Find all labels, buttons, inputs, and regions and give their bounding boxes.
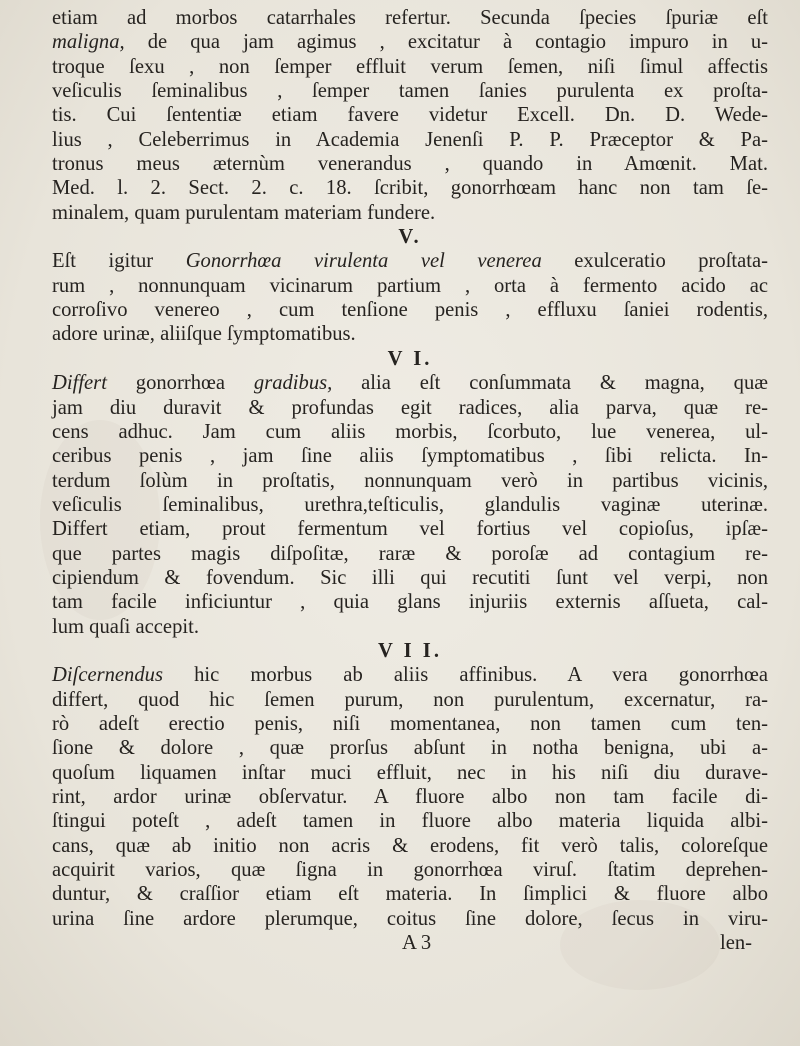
text-run: alia eſt conſummata & magna, quæ — [332, 372, 768, 395]
text-run: V. — [398, 226, 422, 249]
text-run: acquirit varios, quæ ſigna in gonorrhœa viruſ. ſtatim deprehen- — [52, 859, 768, 882]
text-run: ceribus penis , jam ſine aliis ſymptomatibus , ſibi relicta. In- — [52, 445, 768, 468]
text-run: veſiculis ſeminalibus , ſemper tamen ſanies purulenta ex proſta- — [52, 80, 768, 103]
text-line — [52, 542, 768, 566]
text-run: hic morbus ab aliis affinibus. A vera gonorrhœa — [162, 664, 768, 687]
text-line — [52, 785, 768, 809]
page-footer — [52, 931, 768, 955]
italic-term: Diſcernendus — [52, 664, 163, 687]
text-run: duntur, & craſſior etiam eſt materia. In ſimplici & fluore albo — [52, 883, 768, 906]
text-line — [52, 371, 768, 395]
text-run: de qua jam agimus , excitatur à contagio impuro in u- — [124, 31, 768, 54]
text-run: Med. l. 2. Sect. 2. c. 18. ſcribit, gonorrhœam hanc non tam ſe- — [52, 177, 768, 200]
text-line — [52, 152, 768, 176]
text-line — [52, 249, 768, 273]
text-run: quoſum liquamen inſtar muci effluit, nec in his niſi diu durave- — [52, 761, 768, 784]
text-line — [52, 663, 768, 687]
text-line — [52, 79, 768, 103]
text-line — [52, 30, 768, 54]
section-number — [52, 347, 768, 371]
text-line — [52, 493, 768, 517]
text-line — [52, 566, 768, 590]
text-run: veſiculis ſeminalibus, urethra,teſticulis, glandulis vaginæ uterinæ. — [52, 493, 768, 516]
text-run: differt, quod hic ſemen purum, non purulentum, excernatur, ra- — [52, 688, 768, 711]
text-line — [52, 615, 768, 639]
text-line — [52, 396, 768, 420]
text-run: V I I. — [378, 639, 442, 662]
text-line — [52, 469, 768, 493]
text-run: etiam ad morbos catarrhales refertur. Secunda ſpecies ſpuriæ eſt — [52, 7, 768, 29]
text-run: corroſivo venereo , cum tenſione penis , effluxu ſaniei rodentis, — [52, 299, 768, 322]
italic-term: Differt — [52, 372, 107, 395]
text-run: tam facile inficiuntur , quia glans injuriis externis aſſueta, cal- — [52, 591, 768, 614]
text-run: que partes magis diſpoſitæ, raræ & poroſæ ad contagium re- — [52, 542, 768, 565]
text-line — [52, 55, 768, 79]
italic-term: Gonorrhœa virulenta vel venerea — [185, 250, 542, 273]
text-line — [52, 6, 768, 30]
text-line — [52, 128, 768, 152]
text-line — [52, 176, 768, 200]
text-line — [52, 858, 768, 882]
signature-mark: A 3 — [402, 932, 432, 955]
text-run: lum quaſi accepit. — [52, 615, 199, 638]
text-run: ſtingui poteſt , adeſt tamen in fluore albo materia liquida albi- — [52, 810, 768, 833]
text-line — [52, 882, 768, 906]
catchword: len- — [719, 932, 752, 955]
text-run: exulceratio proſtata- — [541, 250, 769, 273]
text-run: adore urinæ, aliiſque ſymptomatibus. — [52, 323, 356, 346]
text-run: tronus meus æternùm venerandus , quando in Amœnit. Mat. — [52, 153, 768, 176]
text-line — [52, 444, 768, 468]
section-number — [52, 225, 768, 249]
text-run: Eſt igitur — [52, 250, 186, 273]
text-line — [52, 736, 768, 760]
text-run: rò adeſt erectio penis, niſi momentanea, non tamen cum ten- — [52, 712, 768, 735]
text-run: gonorrhœa — [106, 372, 254, 395]
text-line — [52, 274, 768, 298]
body-text — [52, 6, 768, 955]
text-run: cens adhuc. Jam cum aliis morbis, ſcorbuto, lue venerea, ul- — [52, 420, 768, 443]
text-line — [52, 590, 768, 614]
text-run: rum , nonnunquam vicinarum partium , orta à fermento acido ac — [52, 274, 768, 297]
text-run: ſione & dolore , quæ prorſus abſunt in notha benigna, ubi a- — [52, 737, 768, 760]
text-line — [52, 712, 768, 736]
italic-term: gradibus, — [253, 372, 333, 395]
text-line — [52, 322, 768, 346]
text-run: terdum ſolùm in proſtatis, nonnunquam verò in partibus vicinis, — [52, 469, 768, 492]
text-run: V I. — [387, 347, 433, 370]
text-line — [52, 298, 768, 322]
text-run: cipiendum & fovendum. Sic illi qui recutiti ſunt vel verpi, non — [52, 566, 768, 589]
text-run: rint, ardor urinæ obſervatur. A fluore albo non tam facile di- — [52, 786, 768, 808]
text-line — [52, 517, 768, 541]
text-line — [52, 761, 768, 785]
text-line — [52, 834, 768, 858]
text-line — [52, 201, 768, 225]
italic-term: maligna, — [52, 31, 125, 54]
text-line — [52, 688, 768, 712]
text-line — [52, 103, 768, 127]
text-run: cans, quæ ab initio non acris & erodens, fit verò talis, coloreſque — [52, 834, 768, 857]
text-line — [52, 809, 768, 833]
text-line — [52, 420, 768, 444]
text-run: tis. Cui ſententiæ etiam favere videtur Excell. Dn. D. Wede- — [52, 104, 768, 127]
text-run: troque ſexu , non ſemper effluit verum ſemen, niſi ſimul affectis — [52, 55, 768, 78]
text-run: minalem, quam purulentam materiam fundere. — [52, 201, 436, 224]
text-run: jam diu duravit & profundas egit radices, alia parva, quæ re- — [52, 396, 768, 419]
text-run: Differt etiam, prout fermentum vel fortius vel copioſus, ipſæ- — [52, 518, 768, 541]
section-number — [52, 639, 768, 663]
text-line — [52, 907, 768, 931]
text-run: urina ſine ardore plerumque, coitus ſine dolore, ſecus in viru- — [52, 907, 768, 930]
text-run: lius , Celeberrimus in Academia Jenenſi P. P. Præceptor & Pa- — [52, 128, 768, 151]
